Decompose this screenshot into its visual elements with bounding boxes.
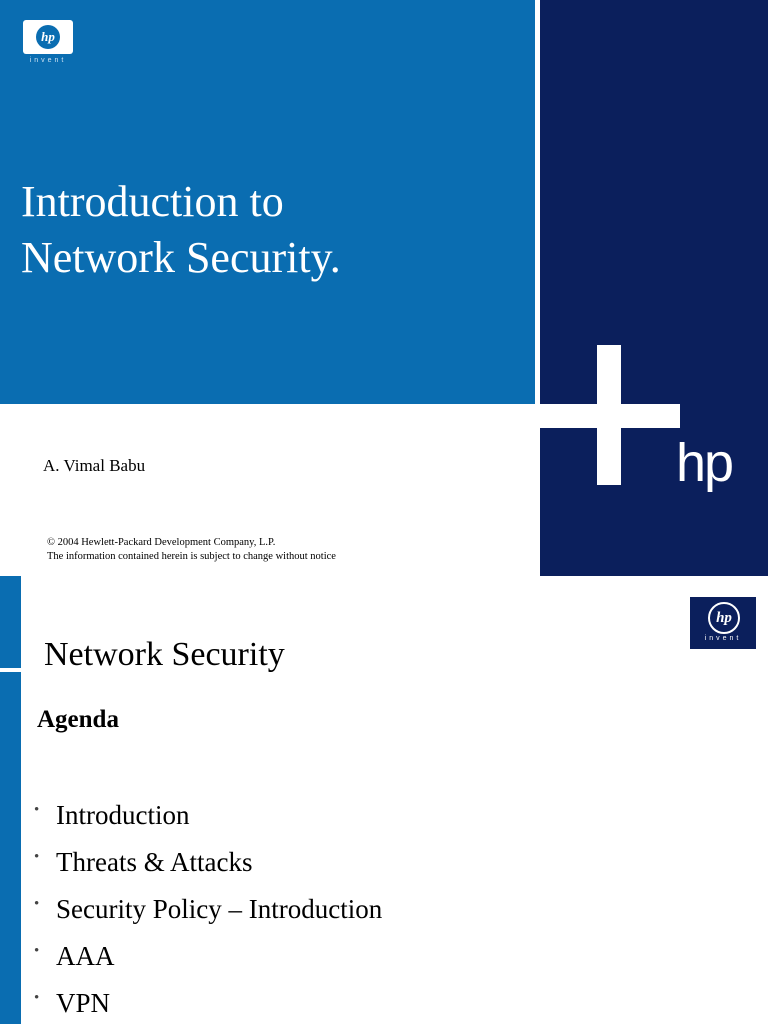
agenda-item bbox=[34, 800, 382, 847]
agenda-item-label: Security Policy – Introduction bbox=[56, 894, 383, 924]
copyright-line: © 2004 Hewlett-Packard Development Company, L.P. bbox=[47, 537, 276, 548]
agenda-item-label: AAA bbox=[56, 941, 115, 971]
author-name: A. Vimal Babu bbox=[43, 456, 146, 475]
agenda-item-label: VPN bbox=[56, 988, 111, 1018]
bullet-icon: • bbox=[34, 943, 40, 959]
agenda-item-label: Introduction bbox=[56, 800, 190, 830]
hp-logo-icon bbox=[23, 20, 73, 54]
hp-logo-icon bbox=[690, 597, 756, 649]
bullet-icon: • bbox=[34, 849, 40, 865]
agenda-item bbox=[34, 847, 382, 894]
navy-side-panel bbox=[540, 0, 768, 576]
accent-bar-bottom bbox=[0, 672, 21, 1024]
agenda-item-label: Threats & Attacks bbox=[56, 847, 253, 877]
agenda-item bbox=[34, 894, 382, 941]
hp-wordmark: hp bbox=[676, 433, 733, 493]
slide-title: Network Security bbox=[44, 636, 285, 673]
title-line-2: Network Security. bbox=[21, 233, 341, 283]
bullet-icon: • bbox=[34, 896, 40, 912]
hp-logo-tagline: invent bbox=[704, 635, 742, 642]
agenda-list bbox=[34, 800, 382, 1035]
hp-logo-tagline: invent bbox=[29, 57, 67, 64]
accent-bar-top bbox=[0, 576, 21, 668]
bullet-icon: • bbox=[34, 990, 40, 1006]
copyright-block bbox=[47, 536, 336, 563]
agenda-heading: Agenda bbox=[37, 706, 119, 733]
agenda-item bbox=[34, 988, 382, 1035]
plus-icon-horizontal bbox=[540, 404, 680, 428]
hp-logo-mark: hp bbox=[36, 25, 60, 49]
slide-title bbox=[21, 174, 521, 287]
agenda-item bbox=[34, 941, 382, 988]
bullet-icon: • bbox=[34, 802, 40, 818]
title-line-1: Introduction to bbox=[21, 177, 284, 226]
agenda-slide bbox=[0, 576, 768, 1024]
hp-logo-mark: hp bbox=[708, 602, 740, 634]
notice-line: The information contained herein is subject to change without notice bbox=[47, 550, 336, 562]
